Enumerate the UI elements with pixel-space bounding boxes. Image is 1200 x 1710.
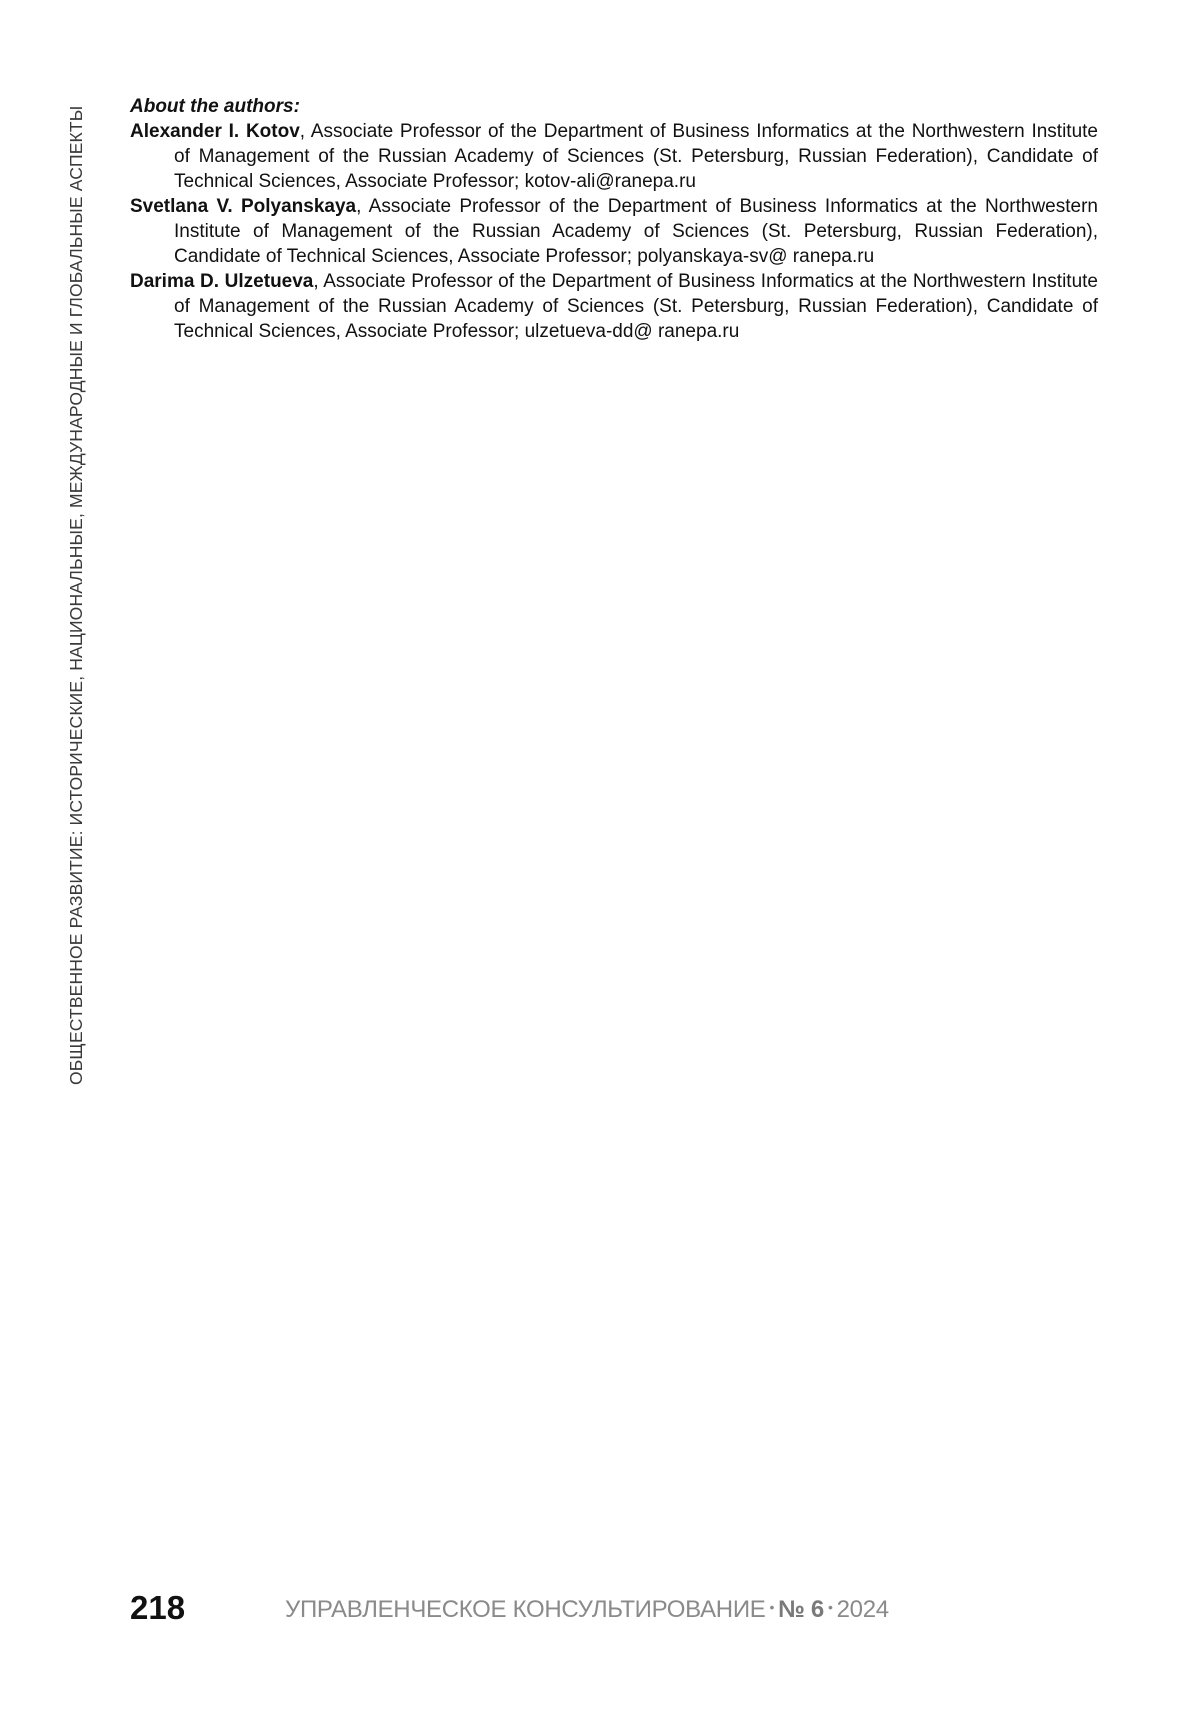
separator-dot: • — [769, 1599, 775, 1615]
author-details: , Associate Professor of the Department of Business Informatics at the Northwestern Institute of Management of the Russian Academy of Sciences (St. Petersburg, Russian Federation), Candidate of Technical Sciences, Associate Professor; kotov-ali@ranepa.ru — [174, 121, 1098, 192]
author-name: Alexander I. Kotov — [130, 121, 300, 142]
journal-title: УПРАВЛЕНЧЕСКОЕ КОНСУЛЬТИРОВАНИЕ — [285, 1596, 766, 1623]
separator-dot: • — [827, 1599, 833, 1615]
author-name: Darima D. Ulzetueva — [130, 271, 314, 292]
author-entry-polyanskaya — [130, 194, 1098, 269]
issue-number: № 6 — [778, 1596, 824, 1623]
author-entry-ulzetueva — [130, 269, 1098, 344]
author-name: Svetlana V. Polyanskaya — [130, 196, 357, 217]
author-details: , Associate Professor of the Department of Business Informatics at the Northwestern Institute of Management of the Russian Academy of Sciences (St. Petersburg, Russian Federation), Candidate of Technical Sciences, Associate Professor; ulzetueva-dd@ ranepa.ru — [174, 271, 1099, 342]
authors-heading: About the authors: — [130, 96, 300, 117]
author-details: , Associate Professor of the Department of Business Informatics at the Northwestern Institute of Management of the Russian Academy of Sciences (St. Petersburg, Russian Federation), Candidate of Technical Sciences, Associate Professor; polyanskaya-sv@ ranepa.ru — [174, 196, 1098, 267]
journal-footer — [285, 1596, 889, 1624]
about-authors-section — [130, 94, 1098, 344]
running-section-title: ОБЩЕСТВЕННОЕ РАЗВИТИЕ: ИСТОРИЧЕСКИЕ, НАЦИОНАЛЬНЫЕ, МЕЖДУНАРОДНЫЕ И ГЛОБАЛЬНЫЕ АСПЕКТЫ — [66, 105, 86, 1085]
page-number: 218 — [130, 1589, 186, 1626]
issue-year: 2024 — [836, 1596, 889, 1623]
author-entry-kotov — [130, 119, 1098, 194]
